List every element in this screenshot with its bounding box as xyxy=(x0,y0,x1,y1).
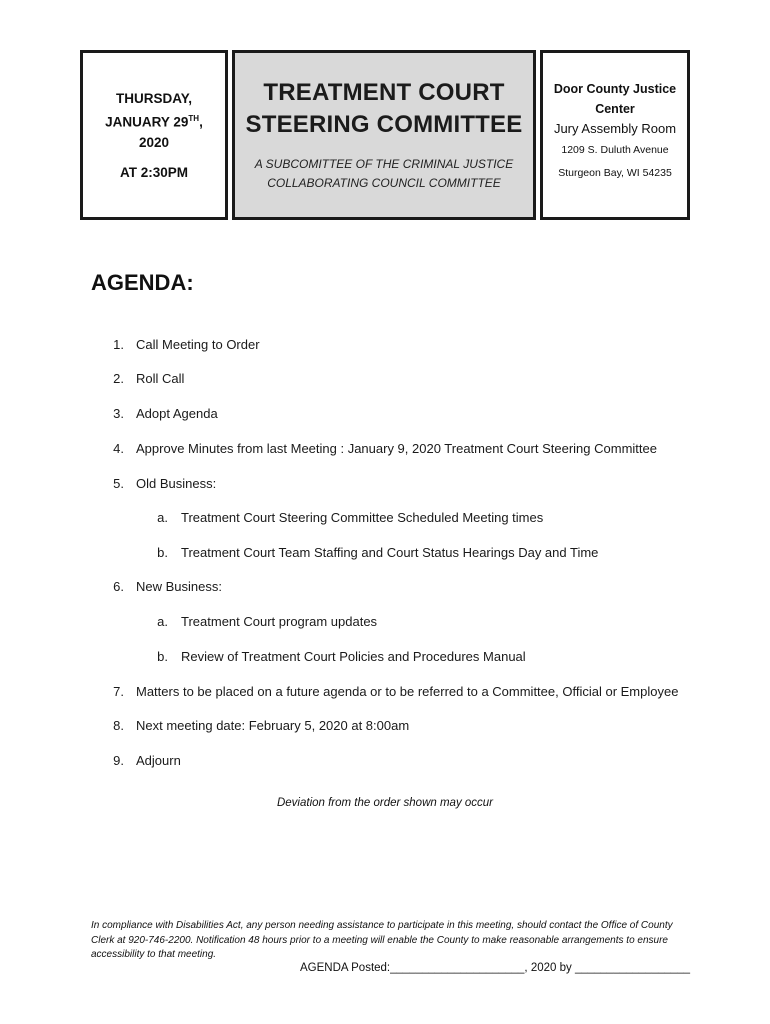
title-line-2: STEERING COMMITTEE xyxy=(245,111,523,138)
agenda-item-number: 2. xyxy=(113,371,124,386)
agenda-item-text: Matters to be placed on a future agenda or to be referred to a Committee, Official or Employee xyxy=(136,684,679,699)
subtitle xyxy=(235,155,533,193)
agenda-item-number: 3. xyxy=(113,406,124,421)
agenda-heading: AGENDA: xyxy=(91,270,194,295)
agenda-subitem-text: Treatment Court Team Staffing and Court Status Hearings Day and Time xyxy=(181,545,599,560)
agenda-subitem-letter: b. xyxy=(157,649,168,664)
agenda-item-number: 6. xyxy=(113,579,124,594)
agenda-item-text: New Business: xyxy=(136,579,222,594)
location-name-line-1: Door County Justice xyxy=(553,82,677,96)
agenda-subitem-letter: b. xyxy=(157,545,168,560)
address-street: 1209 S. Duluth Avenue xyxy=(561,144,669,156)
compliance-notice: In compliance with Disabilities Act, any person needing assistance to participate in this meeting, should contact the Office of County Clerk at 920-746-2200. Notification 48 hours prior to a meeting will enable the County to make reasonable arrangements to ensure accessibility to that meeting. xyxy=(91,920,673,960)
subtitle-line-1: A SUBCOMITTEE OF THE CRIMINAL JUSTICE xyxy=(254,157,514,171)
agenda-item-number: 7. xyxy=(113,684,124,699)
agenda-item-text: Approve Minutes from last Meeting : January 9, 2020 Treatment Court Steering Committee xyxy=(136,441,657,456)
agenda-posted-line: AGENDA Posted:_____________________, 2020 by __________________ xyxy=(300,962,691,974)
date-superscript: TH xyxy=(188,114,200,123)
agenda-item-text: Adopt Agenda xyxy=(136,406,218,421)
agenda-item-text: Adjourn xyxy=(136,753,181,768)
date-year: 2020 xyxy=(138,134,170,150)
agenda-item-text: Next meeting date: February 5, 2020 at 8:00am xyxy=(136,718,410,733)
agenda-subitem-text: Review of Treatment Court Policies and Procedures Manual xyxy=(181,649,526,664)
location-box xyxy=(540,50,690,220)
agenda-item-number: 8. xyxy=(113,718,124,733)
agenda-item-text: Roll Call xyxy=(136,371,185,386)
agenda-item-text: Call Meeting to Order xyxy=(136,337,260,352)
subtitle-line-2: COLLABORATING COUNCIL COMMITTEE xyxy=(267,176,501,190)
agenda-item-text: Old Business: xyxy=(136,476,217,491)
location-room: Jury Assembly Room xyxy=(553,121,677,136)
agenda-subitem-text: Treatment Court program updates xyxy=(181,614,378,629)
agenda-item-number: 5. xyxy=(113,476,124,491)
location-name-line-2: Center xyxy=(595,102,635,116)
agenda-item-number: 1. xyxy=(113,337,124,352)
date-month-line xyxy=(83,109,225,133)
date-month: JANUARY 29 xyxy=(105,114,189,130)
title-line-1: TREATMENT COURT xyxy=(263,79,505,106)
committee-title-box xyxy=(232,50,536,220)
agenda-subitem-letter: a. xyxy=(157,510,168,525)
address-city: Sturgeon Bay, WI 54235 xyxy=(558,167,672,179)
agenda-item-number: 9. xyxy=(113,753,124,768)
agenda-subitem-letter: a. xyxy=(157,614,168,629)
meeting-time: AT 2:30PM xyxy=(119,164,188,180)
date-comma: , xyxy=(199,114,203,130)
date-day: THURSDAY, xyxy=(115,91,193,106)
deviation-note: Deviation from the order shown may occur xyxy=(276,797,494,809)
agenda-item-number: 4. xyxy=(113,441,124,456)
meeting-date-box xyxy=(80,50,228,220)
agenda-subitem-text: Treatment Court Steering Committee Scheduled Meeting times xyxy=(181,510,544,525)
